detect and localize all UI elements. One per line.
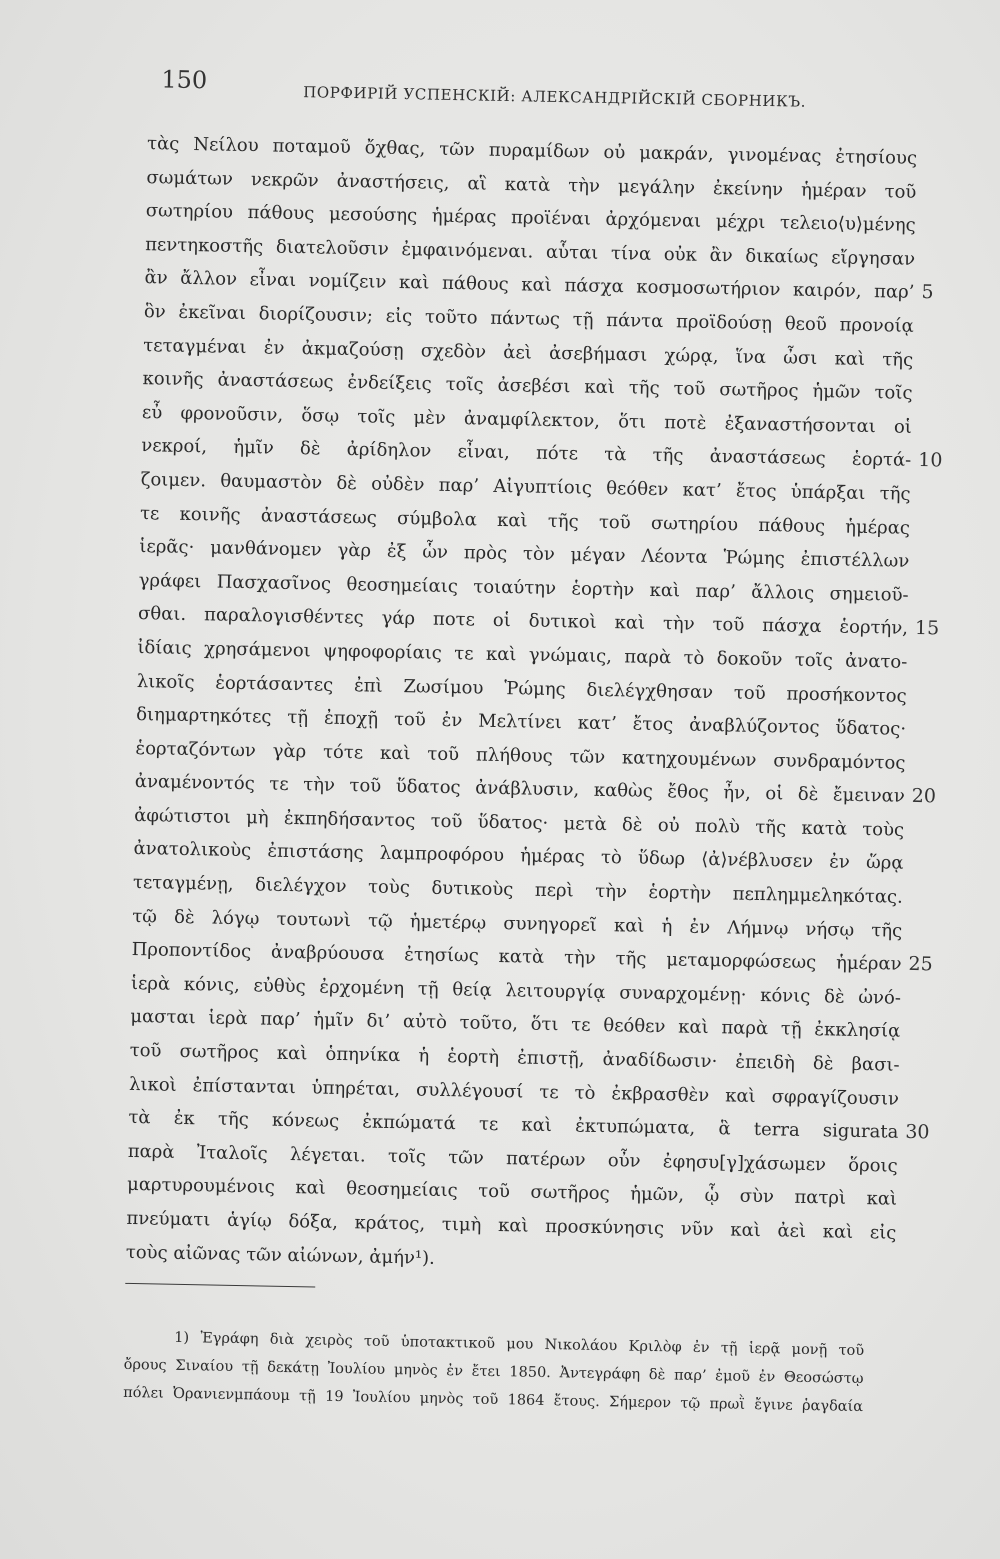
footnote-line: πόλει Ὀρανιενμπάουμ τῇ 19 Ἰουλίου μηνὸς τοῦ 1864 ἔτους. Σήμερον τῷ πρωῒ ἔγινε ῥαγδαία — [123, 1384, 864, 1416]
body-line: σωμάτων νεκρῶν ἀναστήσεις, αἳ κατὰ τὴν μεγάλην ἐκείνην ἡμέραν τοῦ — [146, 166, 917, 203]
body-line: διημαρτηκότες τῇ ἐποχῇ τοῦ ἐν Μελτίνει κατ’ ἔτος ἀναβλύζοντος ὕδατος· — [135, 704, 907, 740]
body-line: ἱερᾶς· μανθάνομεν γὰρ ἐξ ὧν πρὸς τὸν μέγαν Λέοντα Ῥώμης ἐπιστέλλων — [139, 536, 910, 572]
body-line: μαρτυρουμένοις καὶ θεοσημείαις τοῦ σωτῆρος ἡμῶν, ᾧ σὺν πατρὶ καὶ — [126, 1174, 898, 1211]
body-line: ἂν ἄλλον εἶναι νομίζειν καὶ πάθους καὶ πάσχα κοσμοσωτήριον καιρόν, παρ’ — [144, 267, 915, 304]
body-line: κοινῆς ἀναστάσεως ἐνδείξεις τοῖς ἀσεβέσι καὶ τῆς τοῦ σωτῆρος ἡμῶν τοῖς — [142, 368, 913, 405]
page-number: 150 — [161, 65, 208, 95]
body-line: ὃν ἐκεῖναι διορίζουσιν; εἰς τοῦτο πάντως τῇ πάντα προϊδούσῃ θεοῦ προνοίᾳ — [143, 301, 914, 337]
body-line: τε κοινῆς ἀναστάσεως σύμβολα καὶ τῆς τοῦ σωτηρίου πάθους ἡμέρας — [139, 502, 911, 539]
body-line: ἀφώτιστοι μὴ ἐκπηδήσαντος τοῦ ὕδατος· μετὰ δὲ οὐ πολὺ τῆς κατὰ τοὺς — [134, 804, 905, 841]
footnote-line: 1) Ἐγράφη διὰ χειρὸς τοῦ ὑποτακτικοῦ μου Νικολάου Κριλὸφ ἐν τῇ ἱερᾷ μονῇ τοῦ — [174, 1329, 865, 1360]
footnotes — [123, 1323, 864, 1421]
body-line: τοῦ σωτῆρος καὶ ὁπηνίκα ἡ ἑορτὴ ἐπιστῇ, ἀναδίδωσιν· ἐπειδὴ δὲ βασι- — [129, 1039, 900, 1076]
body-line: μασται ἱερὰ παρ’ ἡμῖν δι’ αὐτὸ τοῦτο, ὅτι τε θεόθεν καὶ παρὰ τῇ ἐκκλησίᾳ — [130, 1006, 901, 1043]
footnote-line: ὄρους Σιναίου τῇ δεκάτῃ Ἰουλίου μηνὸς ἐν ἔτει 1850. Ἀντεγράφη δὲ παρ’ ἐμοῦ ἐν Θεοσώστῳ — [123, 1356, 864, 1388]
body-line: τῷ δὲ λόγῳ τουτωνὶ τῷ ἡμετέρῳ συνηγορεῖ καὶ ἡ ἐν Λήμνῳ νήσῳ τῆς — [132, 905, 903, 942]
body-line: πνεύματι ἁγίῳ δόξα, κράτος, τιμὴ καὶ προσκύνησις νῦν καὶ ἀεὶ καὶ εἰς — [126, 1207, 897, 1244]
body-line: σθαι. παραλογισθέντες γάρ ποτε οἱ δυτικοὶ καὶ τὴν τοῦ πάσχα ἑορτήν, — [137, 603, 909, 640]
running-title: ПОРФИРІЙ УСПЕНСКІЙ: АЛЕКСАНДРІЙСКІЙ СБОРНИКЪ. — [302, 83, 807, 111]
body-line: λικοὶ ἐπίστανται ὑπηρέται, συλλέγουσί τε τὸ ἐκβρασθὲν καὶ σφραγίζουσιν — [128, 1073, 900, 1110]
body-line: ἀναμένοντός τε τὴν τοῦ ὕδατος ἀνάβλυσιν, καθὼς ἔθος ἦν, οἱ δὲ ἔμειναν — [134, 771, 905, 808]
body-line: τεταγμέναι ἐν ἀκμαζούσῃ σχεδὸν ἀεὶ ἀσεβήμασι χώρᾳ, ἵνα ὦσι καὶ τῆς — [143, 334, 914, 371]
line-number-15: 15 — [914, 617, 940, 640]
body-line: τεταγμένῃ, διελέγχον τοὺς δυτικοὺς περὶ τὴν ἑορτὴν πεπλημμεληκότας. — [132, 872, 904, 908]
body-line: εὖ φρονοῦσιν, ὅσῳ τοῖς μὲν ἀναμφίλεκτον, ὅτι ποτὲ ἐξαναστήσονται οἱ — [141, 401, 913, 438]
body-line: πεντηκοστῆς διατελοῦσιν ἐμφαινόμεναι. αὗται τίνα οὐκ ἂν δικαίως εἴργησαν — [145, 233, 916, 270]
body-line: ἰδίαις χρησάμενοι ψηφοφορίαις τε καὶ γνώμαις, παρὰ τὸ δοκοῦν τοῖς ἀνατο- — [137, 636, 908, 673]
footnote-rule — [125, 1283, 315, 1288]
body-line: ἱερὰ κόνις, εὐθὺς ἐρχομένη τῇ θείᾳ λειτουργίᾳ συναρχομένῃ· κόνις δὲ ὠνό- — [130, 972, 902, 1009]
body-line: Προποντίδος ἀναβρύουσα ἐτησίως κατὰ τὴν τῆς μεταμορφώσεως ἡμέραν — [131, 939, 902, 975]
body-line: λικοῖς ἑορτάσαντες ἐπὶ Ζωσίμου Ῥώμης διελέγχθησαν τοῦ προσήκοντος — [136, 670, 907, 707]
line-number-5: 5 — [921, 281, 934, 304]
line-number-30: 30 — [905, 1121, 930, 1144]
line-number-20: 20 — [911, 785, 937, 808]
body-line: παρὰ Ἰταλοῖς λέγεται. τοῖς τῶν πατέρων οὖν ἐφησυ[γ]χάσωμεν ὅροις — [127, 1140, 898, 1177]
body-line: ζοιμεν. θαυμαστὸν δὲ οὐδὲν παρ’ Αἰγυπτίοις θεόθεν κατ’ ἔτος ὑπάρξαι τῆς — [140, 468, 911, 505]
body-line: ἑορταζόντων γὰρ τότε καὶ τοῦ πλήθους τῶν κατηχουμένων συνδραμόντος — [135, 737, 906, 774]
line-number-10: 10 — [918, 449, 943, 472]
body-text — [126, 127, 918, 1284]
body-line: νεκροί, ἡμῖν δὲ ἀρίδηλον εἶναι, πότε τὰ τῆς ἀναστάσεως ἑορτά- — [141, 435, 912, 472]
body-line: τὰς Νείλου ποταμοῦ ὄχθας, τῶν πυραμίδων οὐ μακράν, γινομένας ἐτησίους — [146, 133, 918, 169]
body-line: ἀνατολικοὺς ἐπιστάσης λαμπροφόρου ἡμέρας τὸ ὕδωρ ⟨ἀ⟩νέβλυσεν ἐν ὥρᾳ — [133, 838, 904, 875]
body-line: τὰ ἐκ τῆς κόνεως ἐκπώματά τε καὶ ἐκτυπώματα, ἃ terra sigurata — [128, 1107, 899, 1143]
line-number-25: 25 — [908, 953, 933, 976]
body-line: γράφει Πασχασῖνος θεοσημείαις τοιαύτην ἑορτὴν καὶ παρ’ ἄλλοις σημειοῦ- — [138, 569, 909, 606]
body-line: σωτηρίου πάθους μεσούσης ἡμέρας προϊέναι ἀρχόμεναι μέχρι τελειο⟨υ⟩μένης — [145, 200, 916, 237]
body-line-last: τοὺς αἰῶνας τῶν αἰώνων, ἀμήν¹). — [125, 1241, 436, 1269]
